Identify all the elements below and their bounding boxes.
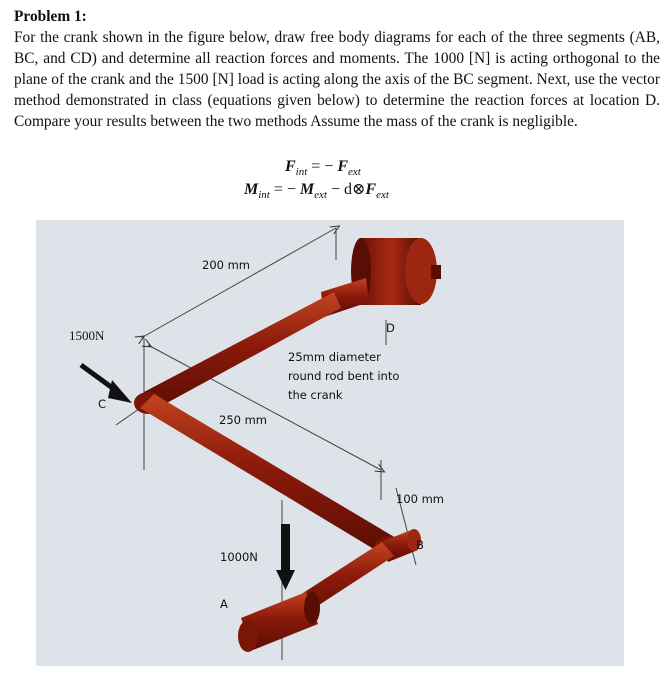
crank-drawing bbox=[36, 220, 624, 666]
label-point-d: D bbox=[386, 321, 395, 335]
eq1-op: = − bbox=[311, 158, 334, 175]
eq2-rhs-sub: ext bbox=[314, 189, 327, 202]
arrow-1500n bbox=[81, 365, 132, 403]
equation-force bbox=[285, 158, 361, 178]
crank-figure bbox=[36, 220, 624, 666]
cylinder-d-stub bbox=[431, 265, 441, 279]
label-100mm: 100 mm bbox=[396, 492, 445, 506]
problem-text: For the crank shown in the figure below, draw free body diagrams for each of the three segments (AB, BC, and CD) and determine all reaction forces and moments. The 1000 [N] is acting orthogonal to the plane of the crank and the 1500 [N] load is acting along the axis of the BC segment. Next, use the vector method demonstrated in class (equations given below) to determine the reaction forces at location D. Compare your results between the two methods Assume the mass of the crank is negligible. bbox=[14, 29, 660, 130]
label-rod-note: 25mm diameter round rod bent into the crank bbox=[288, 350, 400, 402]
eq1-rhs: F bbox=[337, 158, 349, 175]
label-point-c: C bbox=[98, 397, 107, 411]
label-point-b: B bbox=[416, 538, 424, 552]
crank-rod bbox=[134, 238, 441, 652]
label-point-a: A bbox=[220, 597, 228, 611]
problem-heading: Problem 1: bbox=[14, 8, 87, 25]
cylinder-a-back bbox=[304, 592, 320, 624]
equation-moment bbox=[244, 179, 389, 201]
label-1000n: 1000N bbox=[220, 550, 258, 564]
label-250mm: 250 mm bbox=[219, 413, 268, 427]
label-1500n: 1500N bbox=[69, 328, 105, 343]
eq2-rhs2-sub: ext bbox=[376, 189, 389, 202]
eq2-rhs2: F bbox=[365, 181, 377, 198]
eq2-op: = − bbox=[273, 181, 296, 198]
rod-segment-bc bbox=[140, 394, 396, 554]
eq1-lhs: F bbox=[285, 158, 296, 175]
cylinder-a-end bbox=[238, 620, 258, 652]
eq1-rhs-sub: ext bbox=[348, 166, 361, 179]
problem-statement bbox=[14, 6, 660, 132]
eq1-lhs-sub: int bbox=[295, 166, 308, 179]
arrow-1000n bbox=[276, 524, 295, 590]
eq2-op2: − d⊗ bbox=[330, 181, 366, 198]
label-200mm: 200 mm bbox=[202, 258, 251, 272]
eq2-rhs: M bbox=[299, 181, 315, 198]
eq2-lhs: M bbox=[244, 181, 259, 198]
eq2-lhs-sub: int bbox=[258, 189, 270, 202]
